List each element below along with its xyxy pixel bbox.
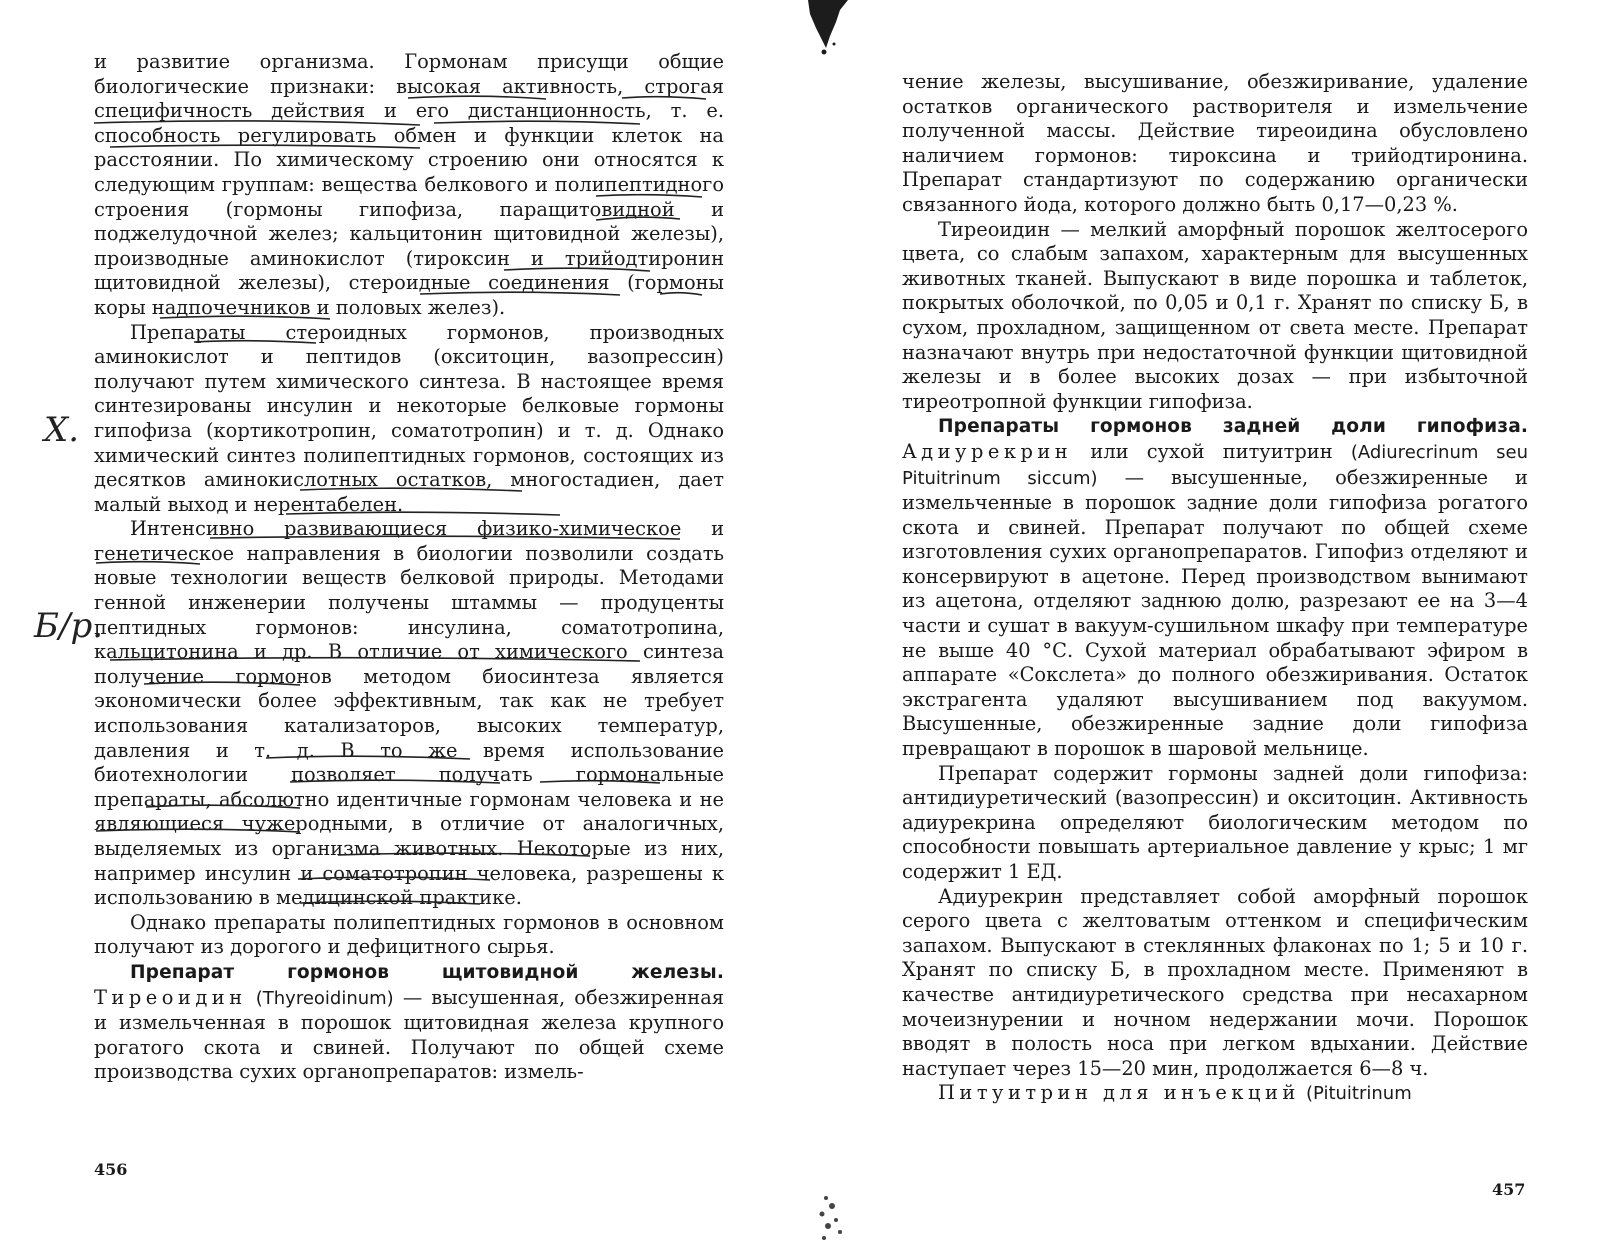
- left-page: [94, 50, 724, 1085]
- thyroid-heading: Препарат гормонов щитовидной железы.: [130, 961, 724, 983]
- adiurecrin-alias: или сухой питуитрин: [1090, 439, 1333, 463]
- pituitrin-drug-name: Питуитрин для инъекций: [938, 1081, 1300, 1105]
- right-page-number: 457: [1492, 1180, 1526, 1199]
- left-paragraph-2: Препараты стероидных гормонов, производных аминокислот и пептидов (окситоцин, вазопрессин) получают путем химического синтеза. В настоящее время синтезированы инсулин и некоторые белковые гормоны гипофиза (кортикотропин, соматотропин) и т. д. Однако химический синтез полипептидных гормонов, состоящих из десятков аминокислотных остатков, многостадиен, дает малый выход и нерентабелен.: [94, 320, 724, 516]
- thyroid-description: — высушенная, обезжиренная и измельченная в порошок щитовидная железа крупного рогатого скота и свиней. Получают по общей схеме производства сухих органопрепаратов: измель-: [94, 985, 724, 1084]
- adiurecrin-description: — высушенные, обезжиренные и измельченные в порошок задние доли гипофиза рогатого скота и свиней. Препарат получают по общей схеме изготовления сухих органопрепаратов. Гипофиз отделяют и консервируют в ацетоне. Перед производством вынимают из ацетона, отделяют заднюю долю, разрезают ее на 3—4 части и сушат в вакуум-сушильном шкафу при температуре не выше 40 °С. Сухой материал обрабатывают эфиром в аппарате «Сокслета» до полного обезжиривания. Остаток экстрагента удаляют высушиванием под вакуумом. Высушенные, обезжиренные задние доли гипофиза превращают в порошок в шаровой мельнице.: [902, 465, 1528, 761]
- gutter-scan-mark-top: [808, 0, 848, 55]
- gutter-scan-mark-bottom: [820, 1196, 843, 1240]
- right-page: [902, 70, 1528, 1107]
- adiurecrin-paragraph: [902, 414, 1528, 761]
- right-paragraph-1: чение железы, высушивание, обезжиривание, удаление остатков органического растворителя и измельчение полученной массы. Действие тиреоидина обусловлено наличием гормонов: тироксина и трийодтиронина. Препарат стандартизуют по содержанию органически связанного йода, которого должно быть 0,17—0,23 %.: [902, 70, 1528, 216]
- left-paragraph-3: Интенсивно развивающиеся физико-химическое и генетическое направления в биологии позволили создать новые технологии веществ белковой природы. Методами генной инженерии получены штаммы — продуценты пептидных гормонов: инсулина, соматотропина, кальцитонина и др. В отличие от химического синтеза получение гормонов методом биосинтеза является экономически более эффективным, так как не требует использования катализаторов, высоких температур, давления и т. д. В то же время использование биотехнологии позволяет получать гормональные препараты, абсолютно идентичные гормонам человека и не являющиеся чужеродными, в отличие от аналогичных, выделяемых из организма животных. Некоторые из них, например инсулин и соматотропин человека, разрешены к использованию в медицинской практике.: [94, 517, 724, 910]
- thyroid-paragraph: [94, 960, 724, 1085]
- adiurecrin-latin-name: (Adiurecrinum seu Pituitrinum siccum): [902, 441, 1529, 489]
- right-paragraph-2: Тиреоидин — мелкий аморфный порошок желтосерого цвета, со слабым запахом, характерным для высушенных животных тканей. Выпускают в виде порошка и таблеток, покрытых оболочкой, по 0,05 и 0,1 г. Хранят по списку Б, в сухом, прохладном, защищенном от света месте. Препарат назначают внутрь при недостаточной функции щитовидной железы и в более высоких дозах — при избыточной тиреотропной функции гипофиза.: [902, 217, 1528, 413]
- pituitrin-latin-name: (Pituitrinum: [1305, 1083, 1412, 1105]
- pituitary-heading: Препараты гормонов задней доли гипофиза.: [938, 416, 1528, 438]
- margin-note-bp: Б/р.: [34, 606, 104, 646]
- left-paragraph-4: Однако препараты полипептидных гормонов в основном получают из дорогого и дефицитного сырья.: [94, 910, 724, 959]
- left-page-number: 456: [94, 1160, 128, 1179]
- adiurecrin-drug-name: Адиурекрин: [902, 439, 1073, 463]
- left-paragraph-1: и развитие организма. Гормонам присущи общие биологические признаки: высокая активность, строгая специфичность действия и его дистанционность, т. е. способность регулировать обмен и функции клеток на расстоянии. По химическому строению они относятся к следующим группам: вещества белкового и полипептидного строения (гормоны гипофиза, паращитовидной и поджелудочной желез; кальцитонин щитовидной железы), производные аминокислот (тироксин и трийодтиронин щитовидной железы), стероидные соединения (гормоны коры надпочечников и половых желез).: [94, 50, 724, 319]
- pituitrin-paragraph: [902, 1081, 1528, 1107]
- thyroid-latin-name: (Thyreoidinum): [255, 987, 394, 1009]
- right-paragraph-4: Адиурекрин представляет собой аморфный порошок серого цвета с желтоватым оттенком и специфическим запахом. Выпускают в стеклянных флаконах по 1; 5 и 10 г. Хранят по списку Б, в прохладном месте. Применяют в качестве антидиуретического средства при несахарном мочеизнурении и ночном недержании мочи. Порошок вводят в полость носа при легком вдыхании. Действие наступает через 15—20 мин, продолжается 6—8 ч.: [902, 884, 1528, 1080]
- margin-note-x: Х.: [44, 410, 80, 450]
- thyroid-drug-name: Тиреоидин: [94, 985, 247, 1009]
- right-paragraph-3: Препарат содержит гормоны задней доли гипофиза: антидиуретический (вазопрессин) и окситоцин. Активность адиурекрина определяют биологическим методом по способности повышать артериальное давление у крыс; 1 мг содержит 1 ЕД.: [902, 761, 1528, 883]
